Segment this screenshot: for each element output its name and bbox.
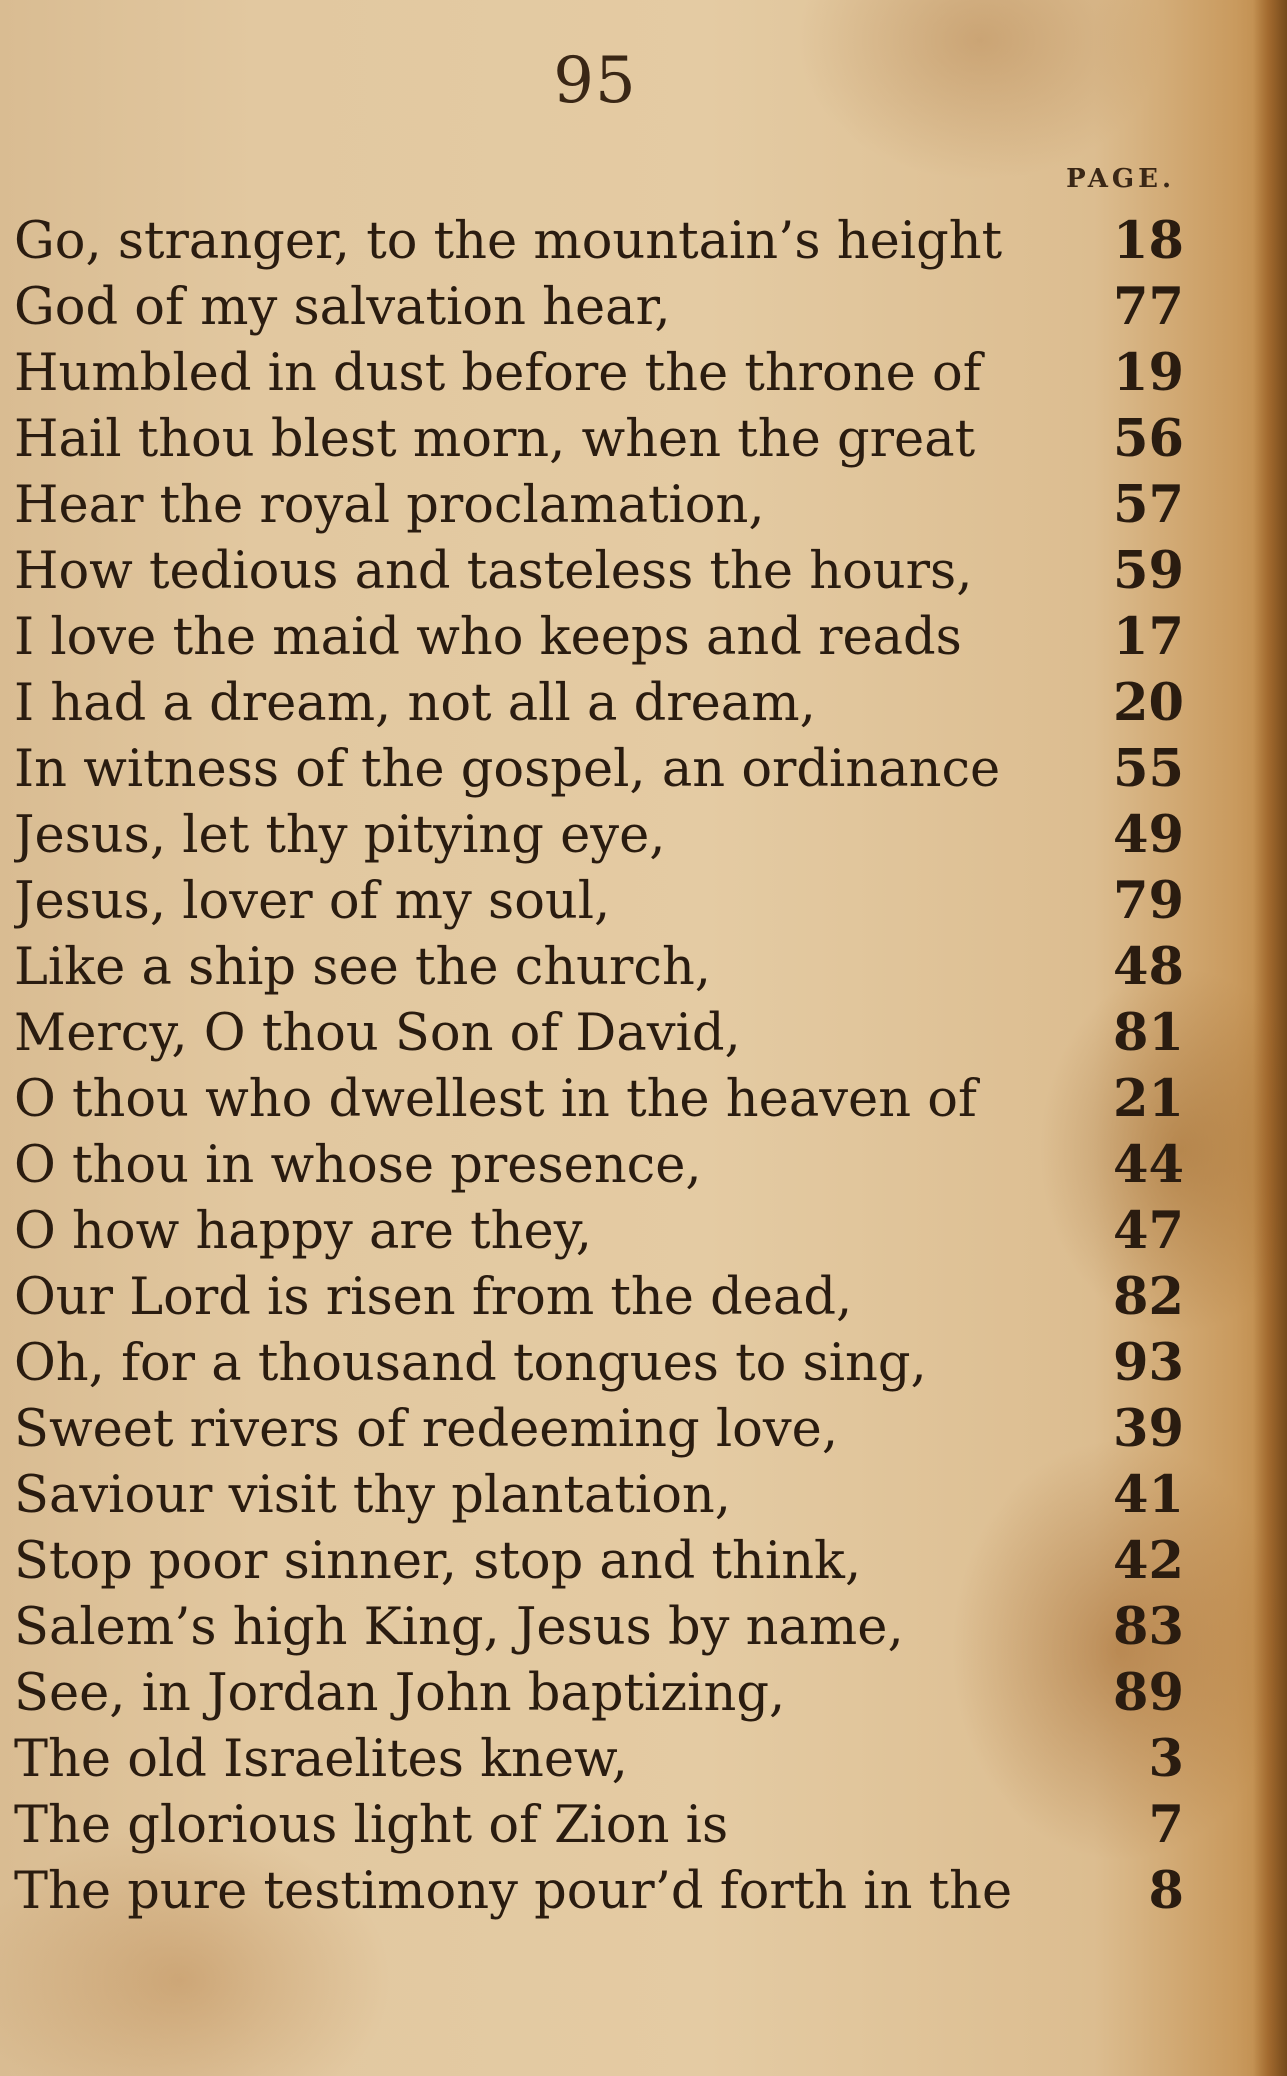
entry-title: I had a dream, not all a dream,	[14, 674, 816, 733]
entry-title: O thou who dwellest in the heaven of	[14, 1070, 977, 1129]
page-edge-shadow	[1253, 0, 1287, 2076]
entry-title: In witness of the gospel, an ordinance	[14, 740, 1001, 799]
index-entry	[14, 208, 1184, 274]
entry-page-number: 47	[1113, 1201, 1184, 1261]
entry-page-number: 42	[1113, 1531, 1184, 1591]
entry-page-number: 18	[1113, 211, 1184, 271]
entry-page-number: 79	[1113, 871, 1184, 931]
index-entry	[14, 1264, 1184, 1330]
entry-page-number: 39	[1113, 1399, 1184, 1459]
index-entry	[14, 736, 1184, 802]
entry-title: Like a ship see the church,	[14, 938, 712, 997]
index-entry	[14, 1528, 1184, 1594]
index-entry	[14, 1198, 1184, 1264]
entry-page-number: 55	[1113, 739, 1184, 799]
index-entry	[14, 1792, 1184, 1858]
entry-title: Our Lord is risen from the dead,	[14, 1268, 853, 1327]
entry-page-number: 83	[1113, 1597, 1184, 1657]
entry-page-number: 19	[1113, 343, 1184, 403]
entry-title: How tedious and tasteless the hours,	[14, 542, 973, 601]
entry-page-number: 20	[1113, 673, 1184, 733]
entry-title: I love the maid who keeps and reads	[14, 608, 962, 667]
index-entry	[14, 1660, 1184, 1726]
index-entry	[14, 1066, 1184, 1132]
index-entry	[14, 1000, 1184, 1066]
entry-page-number: 89	[1113, 1663, 1184, 1723]
hymn-index-list	[14, 208, 1184, 1924]
index-entry	[14, 1396, 1184, 1462]
index-entry	[14, 1858, 1184, 1924]
entry-page-number: 82	[1113, 1267, 1184, 1327]
index-entry	[14, 340, 1184, 406]
entry-title: Saviour visit thy plantation,	[14, 1466, 731, 1525]
index-entry	[14, 1594, 1184, 1660]
index-entry	[14, 406, 1184, 472]
page-column-header: PAGE.	[1066, 164, 1175, 194]
index-entry	[14, 1132, 1184, 1198]
entry-title: O thou in whose presence,	[14, 1136, 702, 1195]
index-entry	[14, 934, 1184, 1000]
entry-page-number: 7	[1148, 1795, 1184, 1855]
index-entry	[14, 538, 1184, 604]
entry-title: Salem’s high King, Jesus by name,	[14, 1598, 904, 1657]
index-entry	[14, 1462, 1184, 1528]
entry-title: Go, stranger, to the mountain’s height	[14, 212, 1003, 271]
entry-title: Stop poor sinner, stop and think,	[14, 1532, 862, 1591]
entry-page-number: 48	[1113, 937, 1184, 997]
entry-title: Jesus, let thy pitying eye,	[14, 806, 666, 865]
index-entry	[14, 1330, 1184, 1396]
index-entry	[14, 472, 1184, 538]
index-entry	[14, 604, 1184, 670]
entry-title: The glorious light of Zion is	[14, 1796, 729, 1855]
entry-page-number: 59	[1113, 541, 1184, 601]
index-entry	[14, 868, 1184, 934]
entry-page-number: 44	[1113, 1135, 1184, 1195]
entry-title: Oh, for a thousand tongues to sing,	[14, 1334, 927, 1393]
entry-page-number: 8	[1148, 1861, 1184, 1921]
entry-page-number: 17	[1113, 607, 1184, 667]
entry-page-number: 3	[1148, 1729, 1184, 1789]
index-entry	[14, 670, 1184, 736]
entry-title: O how happy are they,	[14, 1202, 592, 1261]
entry-page-number: 57	[1113, 475, 1184, 535]
entry-page-number: 41	[1113, 1465, 1184, 1525]
page-number: 95	[553, 44, 637, 118]
entry-title: See, in Jordan John baptizing,	[14, 1664, 786, 1723]
entry-title: The pure testimony pour’d forth in the	[14, 1862, 1013, 1921]
entry-title: Hear the royal proclamation,	[14, 476, 765, 535]
index-entry	[14, 1726, 1184, 1792]
entry-title: God of my salvation hear,	[14, 278, 671, 337]
entry-page-number: 81	[1113, 1003, 1184, 1063]
index-entry	[14, 274, 1184, 340]
entry-page-number: 56	[1113, 409, 1184, 469]
entry-page-number: 93	[1113, 1333, 1184, 1393]
entry-page-number: 21	[1113, 1069, 1184, 1129]
entry-page-number: 77	[1113, 277, 1184, 337]
entry-title: Humbled in dust before the throne of	[14, 344, 982, 403]
entry-title: Mercy, O thou Son of David,	[14, 1004, 741, 1063]
entry-title: Sweet rivers of redeeming love,	[14, 1400, 839, 1459]
entry-title: The old Israelites knew,	[14, 1730, 628, 1789]
index-entry	[14, 802, 1184, 868]
entry-title: Hail thou blest morn, when the great	[14, 410, 976, 469]
entry-title: Jesus, lover of my soul,	[14, 872, 611, 931]
entry-page-number: 49	[1113, 805, 1184, 865]
